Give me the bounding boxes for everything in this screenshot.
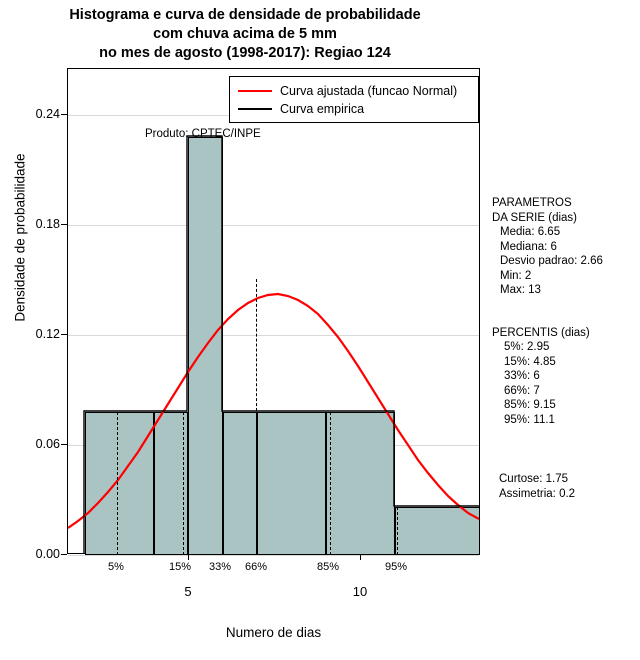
stats-media: Media: 6.65 — [500, 226, 561, 238]
stats-gap-2 — [492, 312, 603, 326]
legend-item-fitted — [238, 82, 470, 100]
y-tick-mark-0 — [61, 554, 67, 555]
gridline-0 — [68, 555, 479, 556]
x-tick-label-5: 5 — [184, 584, 192, 599]
legend-line-icon-fitted — [238, 90, 272, 92]
plot-area — [67, 68, 480, 554]
y-axis-title: Densidade de probabilidade — [12, 153, 28, 322]
percentile-line-5 — [117, 412, 118, 555]
percentile-line-33 — [222, 137, 223, 555]
legend-label-empirical: Curva empirica — [280, 102, 365, 116]
legend-item-empirical — [238, 100, 470, 118]
percentile-line-66 — [256, 279, 257, 555]
x-tick-label-10: 10 — [352, 584, 368, 599]
y-tick-label-0: 0.00 — [35, 547, 60, 561]
x-tick-mark-5 — [188, 554, 189, 560]
stats-mediana: Mediana: 6 — [500, 240, 557, 253]
produto-annotation: Produto: CPTEC/INPE — [145, 128, 261, 140]
legend-label-fitted: Curva ajustada (funcao Normal) — [280, 84, 458, 98]
density-curves — [68, 69, 479, 553]
percentile-label-5: 5% — [108, 561, 124, 573]
stats-desvio: Desvio padrao: 2.66 — [500, 255, 603, 267]
percentile-label-33: 33% — [208, 561, 232, 573]
y-tick-label-4: 0.24 — [35, 107, 60, 121]
title-line-3: no mes de agosto (1998-2017): Regiao 124 — [99, 45, 391, 61]
stats-assimetria: Assimetria: 0.2 — [499, 487, 576, 500]
y-tick-label-1: 0.06 — [35, 437, 60, 451]
stats-header-1: PARAMETROS — [492, 197, 572, 209]
x-axis-title: Numero de dias — [225, 625, 322, 640]
title-line-2: com chuva acima de 5 mm — [153, 26, 337, 42]
percentile-line-95 — [397, 507, 398, 555]
percentile-label-66: 66% — [244, 561, 268, 573]
stats-p33: 33%: 6 — [504, 370, 540, 382]
stats-panel — [492, 196, 603, 427]
empirical-curve — [84, 136, 479, 553]
stats-p66: 66%: 7 — [504, 384, 540, 397]
percentile-label-85: 85% — [316, 561, 340, 573]
title-line-1: Histograma e curva de densidade de probabilidade — [69, 7, 421, 23]
percentile-label-95: 95% — [384, 561, 408, 573]
legend-line-icon-empirical — [238, 108, 272, 110]
y-tick-label-2: 0.12 — [35, 327, 60, 341]
stats-max: Max: 13 — [500, 284, 541, 296]
chart-legend — [229, 76, 479, 123]
stats-percentis-header: PERCENTIS (dias) — [492, 326, 590, 339]
stats-p5: 5%: 2.95 — [504, 341, 550, 353]
stats-gap — [492, 298, 603, 312]
y-tick-label-3: 0.18 — [35, 217, 60, 231]
percentile-label-15: 15% — [168, 561, 192, 573]
stats-shape-panel — [499, 472, 575, 501]
stats-p85: 85%: 9.15 — [504, 399, 556, 411]
stats-p15: 15%: 4.85 — [504, 355, 556, 368]
percentile-line-15 — [183, 412, 184, 555]
page-title — [0, 6, 490, 63]
x-tick-mark-10 — [360, 554, 361, 560]
stats-min: Min: 2 — [500, 269, 532, 282]
stats-p95: 95%: 11.1 — [504, 413, 555, 426]
stats-header-2: DA SERIE (dias) — [492, 211, 577, 224]
stats-curtose: Curtose: 1.75 — [499, 473, 569, 485]
percentile-line-85 — [330, 412, 331, 555]
